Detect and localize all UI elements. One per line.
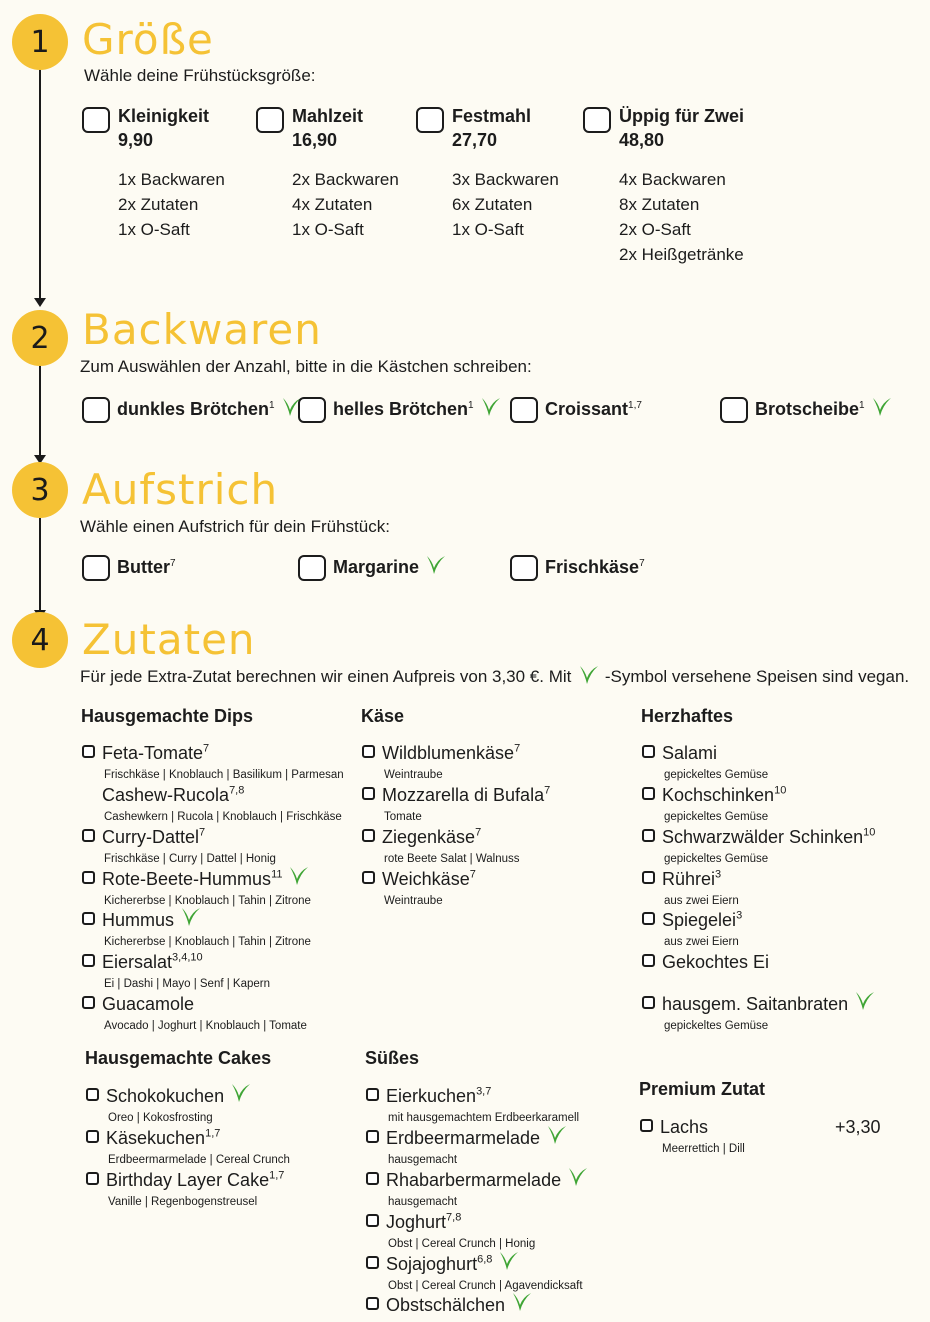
section-title-aufstrich: Aufstrich [82,465,279,514]
ingredient-description: Tomate [384,811,422,823]
size-price: 27,70 [452,130,498,150]
ingredient-name: Käsekuchen [106,1128,206,1148]
ingredient-description: hausgemacht [388,1154,458,1166]
aufstrich-checkbox[interactable] [82,555,110,581]
ingredient-checkbox[interactable] [642,871,655,884]
ingredient-name: Cashew-Rucola [102,785,230,805]
size-include: 4x Backwaren [619,170,726,189]
size-price: 16,90 [292,130,338,150]
ingredient-item[interactable] [362,827,481,848]
ingredient-item[interactable] [82,827,205,848]
vegan-leaf-icon [496,1249,520,1273]
ingredient-item[interactable] [366,1170,589,1191]
ingredient-checkbox[interactable] [82,912,95,925]
ingredient-description: rote Beete Salat | Walnuss [384,853,520,865]
ingredient-checkbox[interactable] [642,745,655,758]
ingredient-name: Schokokuchen [106,1086,225,1106]
aufstrich-label [333,557,447,578]
backwaren-checkbox[interactable] [720,397,748,423]
ingredient-description: Obst | Cereal Crunch | Honig [388,1238,536,1250]
column-heading-cakes: Hausgemachte Cakes [85,1048,272,1068]
size-name: Üppig für Zwei [619,106,744,126]
allergen-sup: 3 [715,868,722,881]
ingredient-description: Vanille | Regenbogenstreusel [108,1196,258,1208]
aufstrich-label [117,557,176,578]
timeline-line [39,68,41,300]
ingredient-checkbox[interactable] [86,1130,99,1143]
ingredient-checkbox[interactable] [366,1088,379,1101]
size-include: 1x O-Saft [452,220,524,239]
ingredient-name: Spiegelei [662,910,737,930]
backwaren-name: dunkles Brötchen [117,399,270,419]
vegan-leaf-icon [423,553,447,577]
ingredient-name: Rührei [662,869,716,889]
ingredient-checkbox[interactable] [642,912,655,925]
ingredient-description: Frischkäse | Curry | Dattel | Honig [104,853,276,865]
ingredient-checkbox[interactable] [366,1172,379,1185]
ingredient-checkbox[interactable] [362,787,375,800]
aufstrich-name: Butter [117,557,170,577]
ingredient-item[interactable] [82,994,194,1015]
ingredient-name: Rhabarbermarmelade [386,1170,562,1190]
allergen-sup: 7 [514,742,521,755]
ingredient-checkbox[interactable] [362,745,375,758]
vegan-leaf-icon [478,395,502,419]
ingredient-description: Erdbeermarmelade | Cereal Crunch [108,1154,290,1166]
ingredient-name: Kochschinken [662,785,775,805]
section-title-backwaren: Backwaren [82,305,322,354]
timeline-line [39,518,41,612]
ingredient-name: Gekochtes Ei [662,952,770,972]
ingredient-description: Weintraube [384,895,443,907]
ingredient-description: Kichererbse | Knoblauch | Tahin | Zitrone [104,895,311,907]
zutaten-note-post: -Symbol versehene Speisen sind vegan. [604,667,910,686]
backwaren-checkbox[interactable] [510,397,538,423]
size-include: 6x Zutaten [452,195,533,214]
ingredient-item[interactable] [642,827,875,848]
backwaren-label [333,399,502,420]
allergen-sup: 7 [639,558,645,569]
ingredient-description: Avocado | Joghurt | Knoblauch | Tomate [104,1020,307,1032]
ingredient-item[interactable] [642,994,876,1015]
ingredient-checkbox[interactable] [642,787,655,800]
size-checkbox[interactable] [256,107,284,133]
ingredient-item[interactable] [642,869,721,890]
ingredient-name: Eierkuchen [386,1086,477,1106]
ingredient-name: Sojajoghurt [386,1254,478,1274]
ingredient-item[interactable] [82,910,202,931]
column-heading-herzhaftes: Herzhaftes [641,706,734,726]
ingredient-description: aus zwei Eiern [664,895,739,907]
size-include: 8x Zutaten [619,195,700,214]
ingredient-name: Erdbeermarmelade [386,1128,541,1148]
size-price: 48,80 [619,130,665,150]
ingredient-item[interactable] [362,785,550,806]
allergen-sup: 3 [736,909,743,922]
ingredient-checkbox[interactable] [362,871,375,884]
ingredient-item[interactable] [86,1086,252,1107]
step-number-2: 2 [12,310,68,366]
ingredient-checkbox[interactable] [642,954,655,967]
ingredient-item[interactable] [642,910,742,931]
ingredient-checkbox[interactable] [82,996,95,1009]
ingredient-checkbox[interactable] [366,1130,379,1143]
column-heading-kaese: Käse [361,706,405,726]
ingredient-item[interactable] [366,1086,491,1107]
allergen-sup: 6,8 [477,1253,493,1266]
aufstrich-name: Frischkäse [545,557,640,577]
section-title-groesse: Größe [82,15,214,64]
ingredient-description: gepickeltes Gemüse [664,1020,769,1032]
vegan-leaf-icon [509,1290,533,1314]
ingredient-checkbox[interactable] [82,829,95,842]
vegan-leaf-icon [544,1123,568,1147]
backwaren-label [545,399,642,420]
section-subtitle-zutaten [80,667,909,687]
ingredient-name: Ziegenkäse [382,827,476,847]
allergen-sup: 10 [863,826,876,839]
allergen-sup: 7 [469,868,476,881]
allergen-sup: 3,4,10 [172,951,203,964]
allergen-sup: 7 [544,784,551,797]
ingredient-name: Wildblumenkäse [382,743,515,763]
column-heading-dips: Hausgemachte Dips [81,706,254,726]
ingredient-name: Curry-Dattel [102,827,200,847]
size-name: Kleinigkeit [118,106,210,126]
size-include: 2x O-Saft [619,220,691,239]
ingredient-item[interactable] [366,1128,568,1149]
ingredient-description: Ei | Dashi | Mayo | Senf | Kapern [104,978,270,990]
ingredient-description: gepickeltes Gemüse [664,853,769,865]
section-subtitle-backwaren: Zum Auswählen der Anzahl, bitte in die Kästchen schreiben: [80,357,532,376]
ingredient-checkbox[interactable] [642,996,655,1009]
ingredient-checkbox[interactable] [82,745,95,758]
ingredient-name: Rote-Beete-Hummus [102,869,272,889]
allergen-sup: 10 [774,784,787,797]
allergen-sup: 11 [271,868,283,881]
allergen-sup: 1,7 [628,400,642,411]
size-include: 4x Zutaten [292,195,373,214]
zutaten-note-pre: Für jede Extra-Zutat berechnen wir einen Aufpreis von 3,30 €. Mit [80,667,572,686]
ingredient-item[interactable] [366,1254,520,1275]
section-subtitle-groesse: Wähle deine Frühstücksgröße: [84,66,316,85]
ingredient-description: Frischkäse | Knoblauch | Basilikum | Parmesan [104,769,344,781]
backwaren-checkbox[interactable] [298,397,326,423]
size-checkbox[interactable] [583,107,611,133]
allergen-sup: 1 [269,400,275,411]
step-number-1: 1 [12,14,68,70]
size-price: 9,90 [118,130,154,150]
allergen-sup: 7 [199,826,206,839]
allergen-sup: 1 [859,400,865,411]
ingredient-description: Weintraube [384,769,443,781]
allergen-sup: 1,7 [205,1127,221,1140]
size-include: 1x Backwaren [118,170,225,189]
ingredient-checkbox[interactable] [366,1214,379,1227]
ingredient-item[interactable] [82,869,310,890]
ingredient-name: Obstschälchen [386,1295,506,1315]
ingredient-checkbox[interactable] [366,1297,379,1310]
step-number-3: 3 [12,462,68,518]
ingredient-item[interactable] [640,1117,708,1138]
ingredient-item[interactable] [86,1128,220,1149]
vegan-leaf-icon [228,1081,252,1105]
ingredient-name: Eiersalat [102,952,173,972]
backwaren-name: helles Brötchen [333,399,469,419]
backwaren-label [117,399,303,420]
ingredient-item[interactable] [642,743,717,764]
ingredient-name: Feta-Tomate [102,743,204,763]
size-checkbox[interactable] [416,107,444,133]
ingredient-item[interactable] [362,869,476,890]
section-subtitle-aufstrich: Wähle einen Aufstrich für dein Frühstück: [80,517,390,536]
ingredient-name: hausgem. Saitanbraten [662,994,849,1014]
ingredient-name: Weichkäse [382,869,470,889]
ingredient-item[interactable] [366,1295,533,1316]
ingredient-name: Hummus [102,910,175,930]
size-include: 2x Heißgetränke [619,245,744,264]
ingredient-description: hausgemacht [388,1196,458,1208]
ingredient-name: Birthday Layer Cake [106,1170,270,1190]
backwaren-name: Brotscheibe [755,399,860,419]
ingredient-description: Cashewkern | Rucola | Knoblauch | Frischkäse [104,811,342,823]
column-heading-suesses: Süßes [365,1048,420,1068]
vegan-leaf-icon [178,905,202,929]
ingredient-description: gepickeltes Gemüse [664,811,769,823]
step-number-4: 4 [12,612,68,668]
ingredient-item[interactable] [642,952,769,973]
ingredient-item[interactable] [82,785,244,806]
ingredient-name: Joghurt [386,1212,447,1232]
ingredient-checkbox[interactable] [362,829,375,842]
ingredient-item[interactable] [362,743,520,764]
backwaren-label [755,399,893,420]
size-name: Festmahl [452,106,532,126]
ingredient-checkbox[interactable] [366,1256,379,1269]
allergen-sup: 7,8 [446,1211,462,1224]
ingredient-name: Guacamole [102,994,195,1014]
aufstrich-checkbox[interactable] [510,555,538,581]
ingredient-checkbox[interactable] [640,1119,653,1132]
ingredient-checkbox[interactable] [86,1088,99,1101]
size-checkbox[interactable] [82,107,110,133]
ingredient-price: +3,30 [835,1117,881,1137]
backwaren-name: Croissant [545,399,629,419]
size-include: 3x Backwaren [452,170,559,189]
ingredient-description: aus zwei Eiern [664,936,739,948]
ingredient-checkbox[interactable] [642,829,655,842]
ingredient-name: Schwarzwälder Schinken [662,827,864,847]
ingredient-description: mit hausgemachtem Erdbeerkaramell [388,1112,580,1124]
ingredient-description: Meerrettich | Dill [662,1143,745,1155]
vegan-leaf-icon [565,1165,589,1189]
timeline-arrow [34,298,46,307]
ingredient-item[interactable] [642,785,786,806]
aufstrich-checkbox[interactable] [298,555,326,581]
size-include: 1x O-Saft [292,220,364,239]
ingredient-checkbox[interactable] [86,1172,99,1185]
ingredient-item[interactable] [86,1170,284,1191]
ingredient-name: Mozzarella di Bufala [382,785,545,805]
ingredient-name: Salami [662,743,718,763]
allergen-sup: 7 [203,742,210,755]
vegan-leaf-icon [286,864,310,888]
size-include: 1x O-Saft [118,220,190,239]
size-include: 2x Zutaten [118,195,199,214]
allergen-sup: 1,7 [269,1169,285,1182]
ingredient-description: Kichererbse | Knoblauch | Tahin | Zitrone [104,936,311,948]
ingredient-name: Lachs [660,1117,709,1137]
backwaren-checkbox[interactable] [82,397,110,423]
ingredient-description: Obst | Cereal Crunch | Agavendicksaft [388,1280,583,1292]
ingredient-description: gepickeltes Gemüse [664,769,769,781]
allergen-sup: 7,8 [229,784,245,797]
vegan-leaf-icon [576,663,600,687]
vegan-leaf-icon [852,989,876,1013]
size-name: Mahlzeit [292,106,364,126]
size-include: 2x Backwaren [292,170,399,189]
allergen-sup: 7 [475,826,482,839]
vegan-leaf-icon [869,395,893,419]
ingredient-description: Oreo | Kokosfrosting [108,1112,213,1124]
ingredient-item[interactable] [82,743,209,764]
ingredient-item[interactable] [82,952,203,973]
ingredient-checkbox[interactable] [82,871,95,884]
section-title-zutaten: Zutaten [82,615,256,664]
ingredient-item[interactable] [366,1212,461,1233]
allergen-sup: 1 [468,400,474,411]
aufstrich-name: Margarine [333,557,420,577]
allergen-sup: 7 [170,558,176,569]
allergen-sup: 3,7 [476,1085,492,1098]
aufstrich-label [545,557,645,578]
column-heading-premium: Premium Zutat [639,1079,766,1099]
timeline-line [39,364,41,457]
ingredient-checkbox[interactable] [82,954,95,967]
